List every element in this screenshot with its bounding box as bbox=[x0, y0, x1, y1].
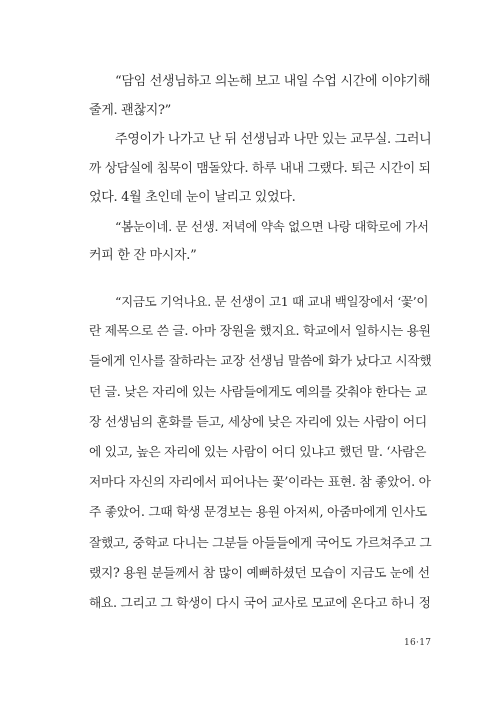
text-line: 들에게 인사를 잘하라는 교장 선생님 말씀에 화가 났다고 시작했 bbox=[89, 354, 432, 370]
text-line: 랬지? 용원 분들께서 참 많이 예뻐하셨던 모습이 지금도 눈에 선 bbox=[89, 565, 430, 581]
text-line: 주영이가 나가고 난 뒤 선생님과 나만 있는 교무실. 그러니 bbox=[115, 132, 432, 147]
text-line: 었다. 4월 초인데 눈이 날리고 있었다. bbox=[89, 190, 296, 205]
text-line: 줄게. 괜찮지?” bbox=[89, 103, 171, 118]
passage-bottom bbox=[89, 287, 431, 619]
text-line: 던 글. 낮은 자리에 있는 사람들에게도 예의를 갖춰야 한다는 교 bbox=[89, 384, 427, 400]
text-line: 에 있고, 높은 자리에 있는 사람이 어디 있냐고 했던 말. ‘사람은 bbox=[89, 444, 427, 460]
passage-top bbox=[89, 67, 431, 270]
text-line: 까 상담실에 침묵이 맴돌았다. 하루 내내 그랬다. 퇴근 시간이 되 bbox=[89, 161, 431, 176]
text-line: 커피 한 잔 마시자.” bbox=[89, 248, 197, 263]
text-line: “봄눈이네. 문 선생. 저녁에 약속 없으면 나랑 대학로에 가서 bbox=[115, 219, 429, 234]
text-line: 저마다 자신의 자리에서 피어나는 꽃’이라는 표현. 참 좋았어. 아 bbox=[89, 475, 431, 491]
text-line: 주 좋았어. 그때 학생 문경보는 용원 아저씨, 아줌마에게 인사도 bbox=[89, 505, 427, 521]
text-line: 잘했고, 중학교 다니는 그분들 아들들에게 국어도 가르쳐주고 그 bbox=[89, 535, 432, 551]
text-line: 장 선생님의 훈화를 듣고, 세상에 낮은 자리에 있는 사람이 어디 bbox=[89, 414, 427, 430]
text-line: 란 제목으로 쓴 글. 아마 장원을 했지요. 학교에서 일하시는 용원 bbox=[89, 324, 431, 340]
text-line: 해요. 그리고 그 학생이 다시 국어 교사로 모교에 온다고 하니 정 bbox=[89, 595, 431, 611]
text-line: “담임 선생님하고 의논해 보고 내일 수업 시간에 이야기해 bbox=[115, 74, 431, 89]
page-number: 16·17 bbox=[404, 638, 432, 648]
text-line: “지금도 기억나요. 문 선생이 고1 때 교내 백일장에서 ‘꽃’이 bbox=[115, 294, 429, 309]
